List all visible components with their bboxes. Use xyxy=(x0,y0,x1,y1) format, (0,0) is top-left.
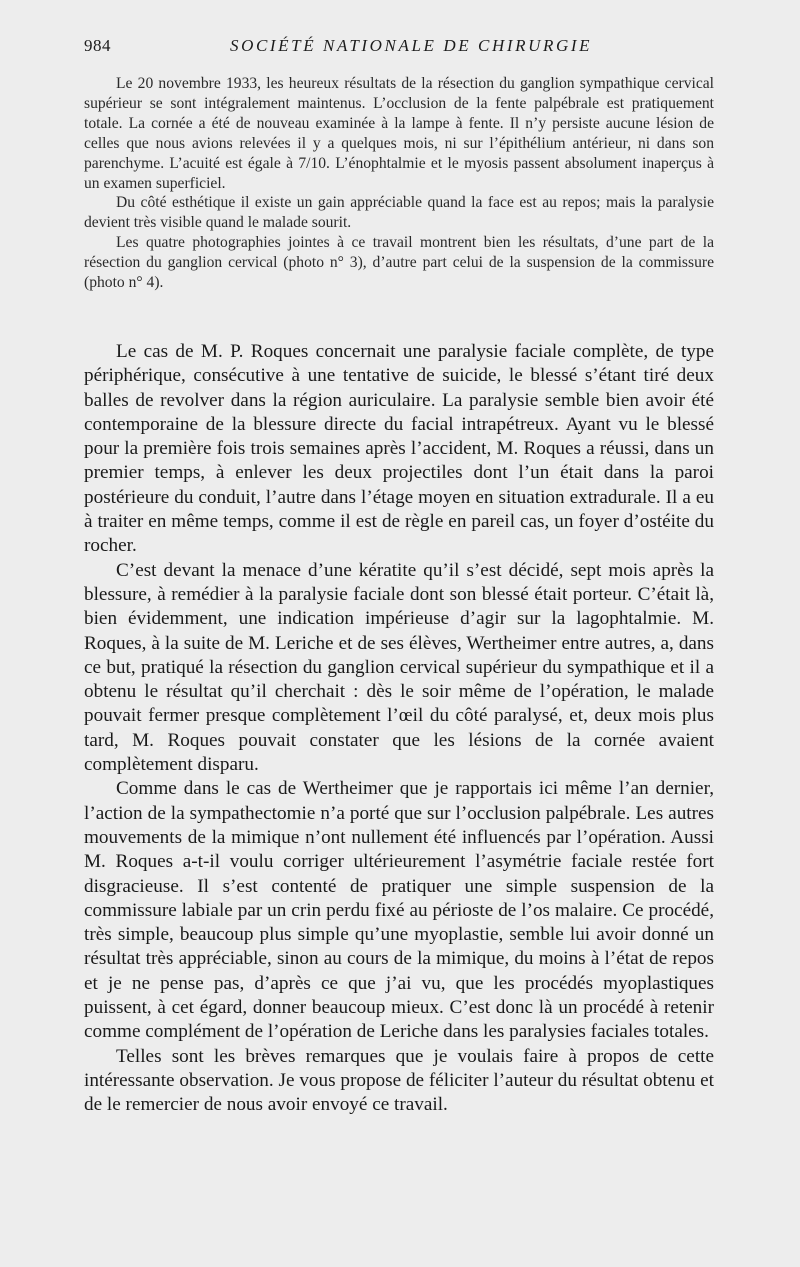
small-paragraph: Les quatre photographies jointes à ce travail montrent bien les résultats, d’une part de la résection du ganglion cervical (photo n° 3), d’autre part celui de la suspension de la commissure (photo n° 4). xyxy=(84,234,714,292)
body-paragraph: Comme dans le cas de Wertheimer que je rapportais ici même l’an dernier, l’action de la sympathectomie n’a porté que sur l’occlusion palpébrale. Les autres mouvements de la mimique n’ont nullement été influencés par l’opération. Aussi M. Roques a-t-il voulu corriger ultérieurement l’asymétrie faciale restée fort disgracieuse. Il s’est contenté de pratiquer une simple suspension de la commissure labiale par un crin perdu fixé au périoste de l’os malaire. Ce procédé, très simple, beaucoup plus simple qu’une myoplastie, semble lui avoir donné un résultat très appréciable, sinon au cours de la mimique, du moins à l’état de repos et je ne pense pas, d’après ce que j’ai vu, que les procédés myoplastiques puissent, à cet égard, donner beaucoup mieux. C’est donc là un procédé à retenir comme complément de l’opération de Leriche dans les paralysies faciales totales. xyxy=(84,778,714,1043)
page-number: 984 xyxy=(84,36,111,55)
body-paragraph: Telles sont les brèves remarques que je voulais faire à propos de cette intéressante observation. Je vous propose de féliciter l’auteur du résultat obtenu et de le remercier de nous avoir envoyé ce travail. xyxy=(84,1045,714,1116)
body-paragraph: C’est devant la menace d’une kératite qu’il s’est décidé, sept mois après la blessure, à remédier à la paralysie faciale dont son blessé était porteur. C’était là, bien évidemment, une indication impérieuse d’agir sur la lagophtalmie. M. Roques, à la suite de M. Leriche et de ses élèves, Wertheimer entre autres, a, dans ce but, pratiqué la résection du ganglion cervical supérieur du sympathique et il a obtenu le résultat qu’il cherchait : dès le soir même de l’opération, le malade pouvait fermer presque complètement l’œil du côté paralysé, et, deux mois plus tard, M. Roques pouvait constater que les lésions de la cornée avaient complètement disparu. xyxy=(84,559,714,776)
body-paragraph: Le cas de M. P. Roques concernait une paralysie faciale complète, de type périphérique, consécutive à une tentative de suicide, le blessé s’étant tiré deux balles de revolver dans la région auriculaire. La paralysie semble bien avoir été contemporaine de la blessure directe du facial intrapétreux. Ayant vu le blessé pour la première fois trois semaines après l’accident, M. Roques a réussi, dans un premier temps, à enlever les deux projectiles dont l’un était dans la paroi postérieure du conduit, l’autre dans l’étage moyen en situation extradurale. Il a eu à traiter en même temps, comme il est de règle en pareil cas, un foyer d’ostéite du rocher. xyxy=(84,341,714,557)
small-paragraph: Du côté esthétique il existe un gain appréciable quand la face est au repos; mais la paralysie devient très visible quand le malade sourit. xyxy=(84,194,714,232)
page-header xyxy=(84,36,714,60)
small-print-section xyxy=(84,74,714,293)
main-text-section xyxy=(84,340,714,1118)
small-paragraph: Le 20 novembre 1933, les heureux résultats de la résection du ganglion sympathique cervical supérieur se sont intégralement maintenus. L’occlusion de la fente palpébrale est pratiquement totale. La cornée a été de nouveau examinée à la lampe à fente. Il n’y persiste aucune lésion de celles que nous avions relevées il y a quelques mois, ni sur l’épithélium antérieur, ni dans son parenchyme. L’acuité est égale à 7/10. L’énophtalmie et le myosis passent absolument inaperçus à un examen superficiel. xyxy=(84,75,714,192)
running-head: SOCIÉTÉ NATIONALE DE CHIRURGIE xyxy=(230,36,593,55)
